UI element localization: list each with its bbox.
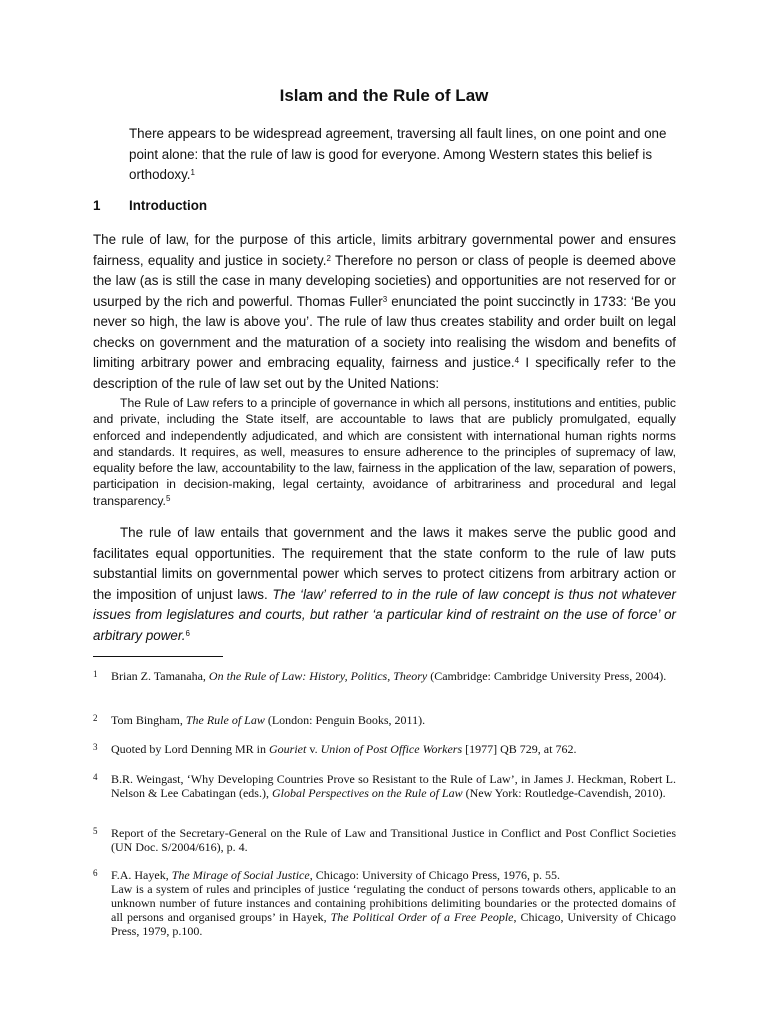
- footnote-italic-title: The Mirage of Social Justice: [171, 868, 310, 882]
- footnote: [93, 826, 676, 854]
- epigraph: [129, 124, 676, 186]
- footnote-text-part: , Chicago, University of Chicago Press, 1979, p.100.: [111, 910, 677, 938]
- footnote-text-part: Report of the Secretary-General on the Rule of Law and Transitional Justice in Conflict and Post Conflict Societies (UN Doc. S/2004/616), p. 4.: [111, 826, 676, 854]
- footnote-text: [111, 868, 676, 938]
- footnote-text-part: (New York: Routledge-Cavendish, 2010).: [462, 786, 666, 800]
- footnote-text-part: [1977] QB 729, at 762.: [462, 742, 577, 756]
- footnote-italic-title: Global Perspectives on the Rule of Law: [271, 786, 463, 800]
- footnote-ref: 6: [185, 628, 190, 638]
- footnote-text-part: Tom Bingham,: [111, 713, 186, 727]
- footnote-number: 5: [93, 826, 98, 836]
- footnote: [93, 669, 676, 683]
- footnote-text: [111, 826, 676, 854]
- footnote-italic-title: Union of Post Office Workers: [320, 742, 463, 756]
- footnote: [93, 742, 676, 756]
- paragraph-text: The rule of law entails that government and the laws it makes serve the public good and facilitates equal opportunities. The requirement that the state conform to the rule of law puts substantial limits on governmental power which serves to protect citizens from arbitrary action or the imposition of unjust laws.: [93, 525, 676, 602]
- footnote-text: [111, 713, 676, 727]
- section-number: 1: [93, 198, 101, 213]
- quote-text: The Rule of Law refers to a principle of governance in which all persons, institutions and entities, public and private, including the State itself, are accountable to laws that are publicly promulgated, equally enforced and independently adjudicated, and which are consistent with international human rights norms and standards. It requires, as well, measures to ensure adherence to the principles of supremacy of law, equality before the law, accountability to the law, fairness in the application of the law, separation of powers, participation in decision-making, legal certainty, avoidance of arbitrariness and procedural and legal transparency.: [93, 396, 676, 508]
- footnote-ref: 3: [382, 294, 388, 304]
- intro-paragraph: [93, 230, 676, 394]
- footnote-italic-title: The Rule of Law: [185, 713, 265, 727]
- footnote-text: [111, 669, 676, 683]
- footnote: [93, 868, 676, 938]
- footnote-separator: [93, 656, 223, 657]
- footnote-italic-title: On the Rule of Law: History, Politics, Theory: [208, 669, 428, 683]
- body-paragraph: [93, 523, 676, 646]
- footnote-number: 6: [93, 868, 98, 878]
- footnote: [93, 772, 676, 800]
- paragraph-italic-text: The ‘law’ referred to in the rule of law concept is thus not whatever issues from legislatures and courts, but rather ‘a particular kind of restraint on the use of force’ or arbitrary power.: [93, 586, 676, 643]
- section-heading: [93, 198, 207, 213]
- footnote-number: 2: [93, 713, 98, 723]
- footnote-ref: 5: [165, 493, 171, 503]
- footnote-text-part: , Chicago: University of Chicago Press, 1976, p. 55.: [309, 868, 560, 882]
- paragraph-text: Therefore no person or class of people is deemed above the law (as is still the case in many developing societies) and opportunities are not reserved for or usurped by the rich and powerful. Thomas Fuller: [93, 252, 676, 309]
- footnote-ref: 4: [514, 356, 520, 365]
- footnote-text-part: Brian Z. Tamanaha,: [111, 669, 209, 683]
- paragraph-text: enunciated the point succinctly in 1733: ‘Be you never so high, the law is above you’. The rule of law thus creates stability and order built on legal checks on government and the maturation of a society into realising the wisdom and benefits of limiting arbitrary power and embracing equality, fairness and justice.: [93, 293, 676, 370]
- footnote-ref: 1: [190, 168, 195, 177]
- footnote-text-part: F.A. Hayek,: [111, 868, 172, 882]
- epigraph-text: There appears to be widespread agreement, traversing all fault lines, on one point and one point alone: that the rule of law is good for everyone. Among Western states this belief is orthodoxy.: [129, 126, 667, 182]
- block-quote: [93, 395, 676, 509]
- footnote-text-part: B.R. Weingast, ‘Why Developing Countries Prove so Resistant to the Rule of Law’, in James J. Heckman, Robert L. Nelson & Lee Cabatingan (eds.),: [111, 772, 676, 800]
- footnote: [93, 713, 676, 727]
- footnote-text-part: v.: [306, 742, 321, 756]
- page-title: Islam and the Rule of Law: [279, 86, 489, 105]
- footnote-text-part: (Cambridge: Cambridge University Press, 2004).: [427, 669, 667, 683]
- footnote-text-part: Quoted by Lord Denning MR in: [111, 742, 269, 756]
- footnote-ref: 2: [326, 253, 331, 263]
- footnote-italic-title: Gouriet: [269, 742, 307, 756]
- footnote-number: 4: [93, 772, 98, 782]
- paragraph-text: I specifically refer to the description of the rule of law set out by the United Nations:: [93, 355, 676, 391]
- paragraph-text: The rule of law, for the purpose of this article, limits arbitrary governmental power and ensures fairness, equality and justice in society.: [93, 232, 676, 268]
- section-title: Introduction: [129, 198, 208, 213]
- footnote-text-part: (London: Penguin Books, 2011).: [264, 713, 426, 727]
- footnote-text-part: Law is a system of rules and principles of justice ‘regulating the conduct of persons towards others, applicable to an unknown number of future instances and containing prohibitions delimiting boundaries or the protected domains of all persons and organised groups’ in Hayek,: [111, 882, 676, 924]
- footnote-text: [111, 742, 676, 756]
- footnote-text: [111, 772, 676, 800]
- footnote-italic-title: The Political Order of a Free People: [330, 910, 514, 924]
- footnote-number: 3: [93, 742, 98, 752]
- footnote-number: 1: [93, 669, 98, 679]
